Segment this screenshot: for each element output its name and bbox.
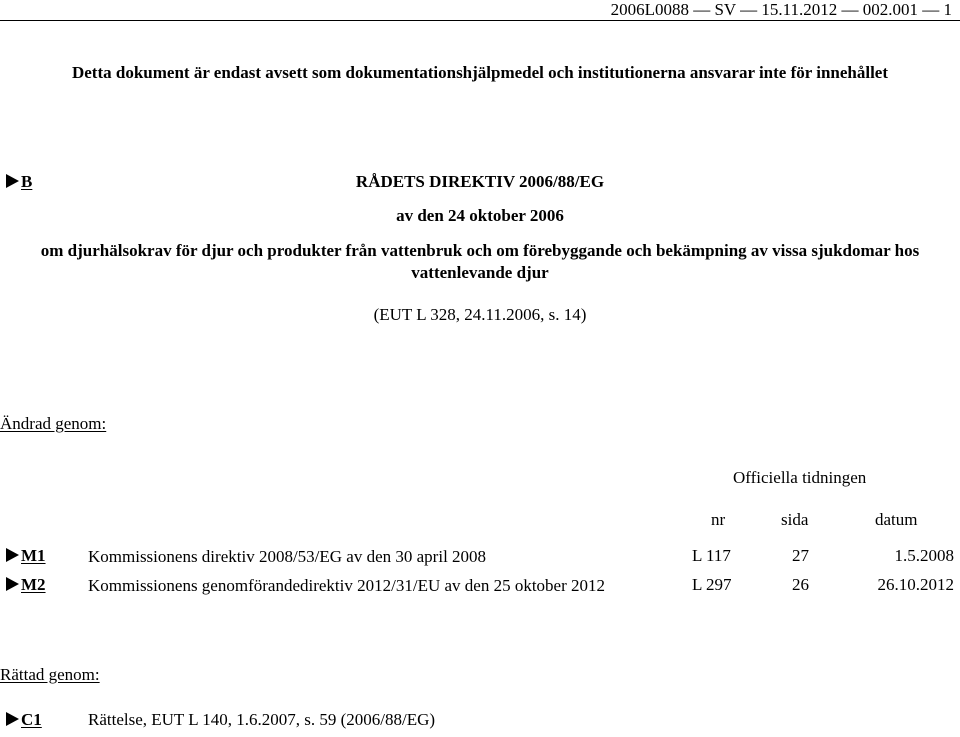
amendment-date: 26.10.2012	[877, 575, 954, 594]
official-journal-heading: Officiella tidningen	[733, 468, 867, 487]
directive-subject: om djurhälsokrav för djur och produkter från vattenbruk och om förebyggande och bekämpning av vissa sjukdomar hos vattenlevande djur	[40, 241, 920, 282]
amendment-page: 26	[792, 575, 809, 594]
corrigendum-description: Rättelse, EUT L 140, 1.6.2007, s. 59 (2006/88/EG)	[88, 710, 436, 729]
column-header-page: sida	[781, 510, 809, 529]
marker-m2-label: M2	[21, 575, 46, 594]
marker-m1[interactable]	[6, 546, 46, 566]
column-header-date: datum	[875, 510, 918, 529]
amendment-oj-number: L 297	[692, 575, 732, 594]
header-divider	[0, 20, 960, 21]
directive-title: RÅDETS DIREKTIV 2006/88/EG	[355, 172, 605, 191]
document-header-reference: 2006L0088 — SV — 15.11.2012 — 002.001 — 1	[610, 0, 952, 19]
directive-reference: (EUT L 328, 24.11.2006, s. 14)	[373, 305, 587, 324]
triangle-right-icon	[6, 712, 19, 726]
marker-m1-label: M1	[21, 546, 46, 565]
amendment-page: 27	[792, 546, 809, 565]
column-header-nr: nr	[711, 510, 726, 529]
disclaimer-text: Detta dokument är endast avsett som dokumentationshjälpmedel och institutionerna ansvarar inte för innehållet	[71, 63, 889, 82]
triangle-right-icon	[6, 548, 19, 562]
amendment-description: Kommissionens direktiv 2008/53/EG av den 30 april 2008	[88, 547, 487, 566]
directive-date: av den 24 oktober 2006	[396, 206, 564, 225]
triangle-right-icon	[6, 577, 19, 591]
amended-by-label: Ändrad genom:	[0, 414, 107, 433]
corrected-by-label: Rättad genom:	[0, 665, 100, 684]
marker-b-label: B	[21, 172, 33, 191]
marker-c1[interactable]	[6, 710, 42, 730]
amendment-oj-number: L 117	[692, 546, 731, 565]
amendment-description: Kommissionens genomförandedirektiv 2012/31/EU av den 25 oktober 2012	[88, 576, 605, 595]
marker-c1-label: C1	[21, 710, 42, 729]
amendment-date: 1.5.2008	[894, 546, 954, 565]
marker-m2[interactable]	[6, 575, 46, 595]
